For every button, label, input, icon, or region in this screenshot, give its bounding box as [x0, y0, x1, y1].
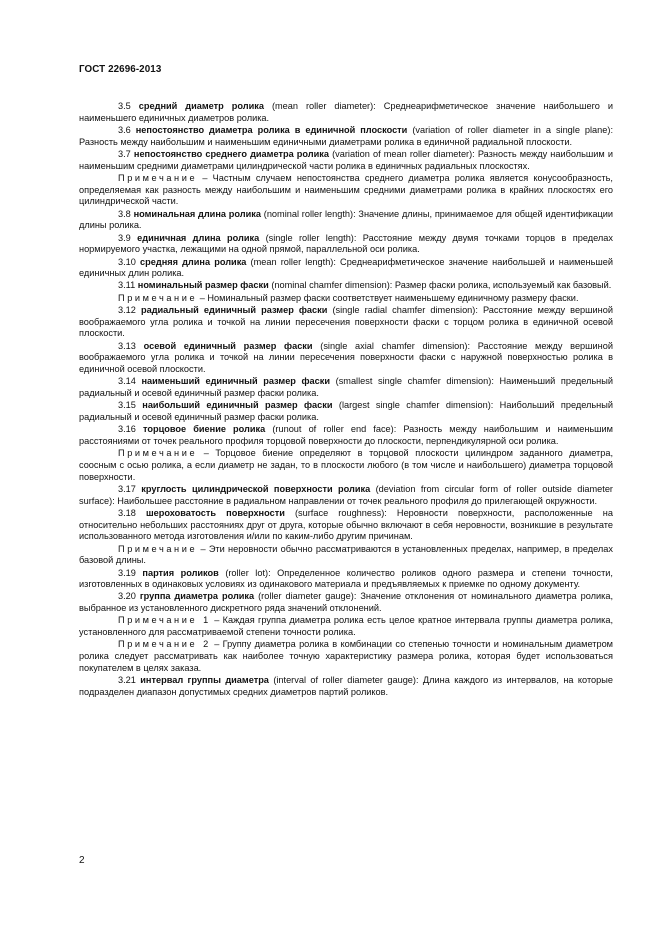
- paragraph-text: (variation of roller diameter in a single plane): Разность между наибольшим и наименьшим единичными диаметрами ролика в единичной радиальной плоскости.: [79, 124, 613, 147]
- paragraph-text: (nominal roller length): Значение длины, принимаемое для общей идентификации длины ролика.: [79, 208, 614, 231]
- clause-number: 3.9: [118, 232, 131, 243]
- term: группа диаметра ролика: [139, 591, 255, 602]
- term: круглость цилиндрической поверхности ролика: [141, 483, 371, 494]
- definition-paragraph: [79, 209, 613, 232]
- definition-paragraph: [79, 305, 613, 340]
- note-paragraph: [79, 639, 613, 674]
- clause-number: 3.13: [118, 340, 136, 351]
- paragraph-text: (interval of roller diameter gauge): Длина каждого из интервалов, на которые подразделен диапазон допустимых средних диаметров партий роликов.: [79, 675, 613, 697]
- clause-number: 3.12: [118, 305, 136, 316]
- definition-paragraph: [79, 101, 613, 124]
- term: средняя длина ролика: [140, 256, 247, 267]
- term: торцовое биение ролика: [143, 424, 266, 435]
- term: наибольший единичный размер фаски: [142, 400, 333, 411]
- term: номинальный размер фаски: [137, 280, 269, 291]
- clause-number: 3.7: [118, 148, 131, 159]
- definition-paragraph: [79, 400, 613, 423]
- note-paragraph: [79, 173, 613, 208]
- clause-number: 3.18: [118, 507, 136, 518]
- clause-number: 3.17: [118, 483, 136, 494]
- paragraph-text: – Каждая группа диаметра ролика есть целое кратное интервала группы диаметра ролика, установленного для рассматриваемой степени точности ролика.: [79, 615, 613, 638]
- definition-paragraph: [79, 341, 613, 376]
- document-header: ГОСТ 22696-2013: [79, 64, 162, 75]
- document-body: [79, 101, 613, 699]
- definition-paragraph: [79, 233, 613, 256]
- definition-paragraph: [79, 125, 613, 148]
- term: непостоянство среднего диаметра ролика: [133, 148, 329, 159]
- term: интервал группы диаметра: [140, 675, 269, 686]
- clause-number: 3.8: [118, 208, 131, 219]
- paragraph-text: (smallest single chamfer dimension): Наименьший предельный радиальный и осевой единичный размер фаски ролика.: [79, 376, 613, 399]
- page-number: 2: [79, 855, 85, 866]
- definition-paragraph: [79, 257, 613, 280]
- paragraph-text: (single axial chamfer dimension): Расстояние между вершиной воображаемого угла ролика и точкой на линии пересечения поверхности фаски с наружной поверхностью ролика в единичной осевой плоскости.: [79, 340, 613, 375]
- paragraph-text: (mean roller length): Среднеарифметическое значение наибольшей и наименьшей единичных длин ролика.: [79, 256, 613, 279]
- definition-paragraph: [79, 280, 613, 292]
- definition-paragraph: [79, 484, 613, 507]
- clause-number: 3.21: [118, 675, 136, 686]
- paragraph-text: – Номинальный размер фаски соответствует наименьшему единичному размеру фаски.: [199, 292, 579, 303]
- paragraph-text: – Торцовое биение определяют в торцовой плоскости цилиндром заданного диаметра, соосным с осью ролика, а если диаметр не задан, то в плоскости любого (в том числе и наибольшего) диаметра торцовой поверхности.: [79, 448, 614, 482]
- definition-paragraph: [79, 591, 613, 614]
- paragraph-text: (runout of roller end face): Разность между наибольшим и наименьшим расстояниями от точек реального профиля торцовой поверхности до плоскости, перпендикулярной оси ролика.: [79, 424, 613, 446]
- paragraph-text: (single radial chamfer dimension): Расстояние между вершиной воображаемого угла ролика и точкой на линии пересечения поверхности фаски с торцом ролика в единичной осевой плоскости.: [79, 305, 613, 339]
- term: средний диаметр ролика: [138, 101, 264, 111]
- paragraph-text: (nominal chamfer dimension): Размер фаски ролика, используемый как базовый.: [271, 280, 612, 291]
- paragraph-text: – Группу диаметра ролика в комбинации со степенью точности и номинальным диаметром ролика следует рассматривать как наиболее точную характеристику размера ролика, которая будет использоваться покупателем в целях заказа.: [79, 639, 613, 673]
- term: партия роликов: [142, 567, 219, 578]
- clause-number: 3.14: [118, 376, 136, 387]
- clause-number: 3.19: [118, 567, 136, 578]
- note-paragraph: [79, 293, 613, 305]
- clause-number: 3.11: [118, 280, 136, 291]
- clause-number: 3.16: [118, 424, 136, 435]
- note-label: Примечание: [118, 172, 198, 183]
- note-label: Примечание: [118, 292, 198, 303]
- paragraph-text: (largest single chamfer dimension): Наибольший предельный радиальный и осевой единичный размер фаски ролика.: [79, 400, 613, 422]
- note-label: Примечание 2: [118, 639, 211, 650]
- note-paragraph: [79, 448, 613, 483]
- term: шероховатость поверхности: [146, 507, 285, 518]
- note-paragraph: [79, 544, 613, 567]
- paragraph-text: – Эти неровности обычно рассматриваются в установленных пределах, например, в пределах базовой длины.: [79, 543, 613, 566]
- note-label: Примечание 1: [118, 615, 211, 626]
- definition-paragraph: [79, 376, 613, 399]
- definition-paragraph: [79, 675, 613, 698]
- paragraph-text: (roller diameter gauge): Значение отклонения от номинального диаметра ролика, выбранное из установленного дискретного ряда значений отклонений.: [79, 591, 614, 614]
- term: номинальная длина ролика: [133, 208, 261, 219]
- clause-number: 3.20: [118, 591, 136, 602]
- note-label: Примечание: [118, 448, 198, 459]
- clause-number: 3.6: [118, 124, 131, 135]
- clause-number: 3.5: [118, 101, 131, 111]
- paragraph-text: (surface roughness): Неровности поверхности, расположенные на относительно небольших расстояниях друг от друга, которые обычно включают в себя неровности, возникшие в результате использованного метода изготовления и/или по каким-либо другим причинам.: [79, 507, 613, 542]
- note-label: Примечание: [118, 543, 198, 554]
- definition-paragraph: [79, 149, 613, 172]
- paragraph-text: – Частным случаем непостоянства среднего диаметра ролика является конусообразность, определяемая как разность между наибольшим и наименьшим средними диаметрами ролика в крайних плоскостях его цилиндрической части.: [79, 172, 613, 207]
- paragraph-text: (deviation from circular form of roller outside diameter surface): Наибольшее расстояние в радиальном направлении от точек реального профиля до прилегающей окружности.: [79, 483, 613, 506]
- term: радиальный единичный размер фаски: [140, 305, 328, 316]
- paragraph-text: (mean roller diameter): Среднеарифметическое значение наибольшего и наименьшего единичных диаметров ролика.: [79, 101, 613, 123]
- note-paragraph: [79, 615, 613, 638]
- paragraph-text: (single roller length): Расстояние между двумя точками торцов в пределах нормируемого участка, лежащими на одной прямой, параллельной оси ролика.: [79, 232, 613, 255]
- clause-number: 3.15: [118, 400, 136, 411]
- paragraph-text: (variation of mean roller diameter): Разность между наибольшим и наименьшим средними диаметрами цилиндрической части ролика в единичных радиальных плоскостях.: [79, 148, 613, 171]
- term: непостоянство диаметра ролика в единичной плоскости: [135, 124, 408, 135]
- term: наименьший единичный размер фаски: [141, 376, 331, 387]
- clause-number: 3.10: [118, 256, 136, 267]
- definition-paragraph: [79, 508, 613, 543]
- term: осевой единичный размер фаски: [143, 340, 313, 351]
- definition-paragraph: [79, 424, 613, 447]
- term: единичная длина ролика: [137, 232, 260, 243]
- definition-paragraph: [79, 568, 613, 591]
- paragraph-text: (roller lot): Определенное количество роликов одного размера и степени точности, изготовленных в одинаковых условиях из одинакового материала и предъявляемых к приемке по одному документу.: [79, 567, 613, 590]
